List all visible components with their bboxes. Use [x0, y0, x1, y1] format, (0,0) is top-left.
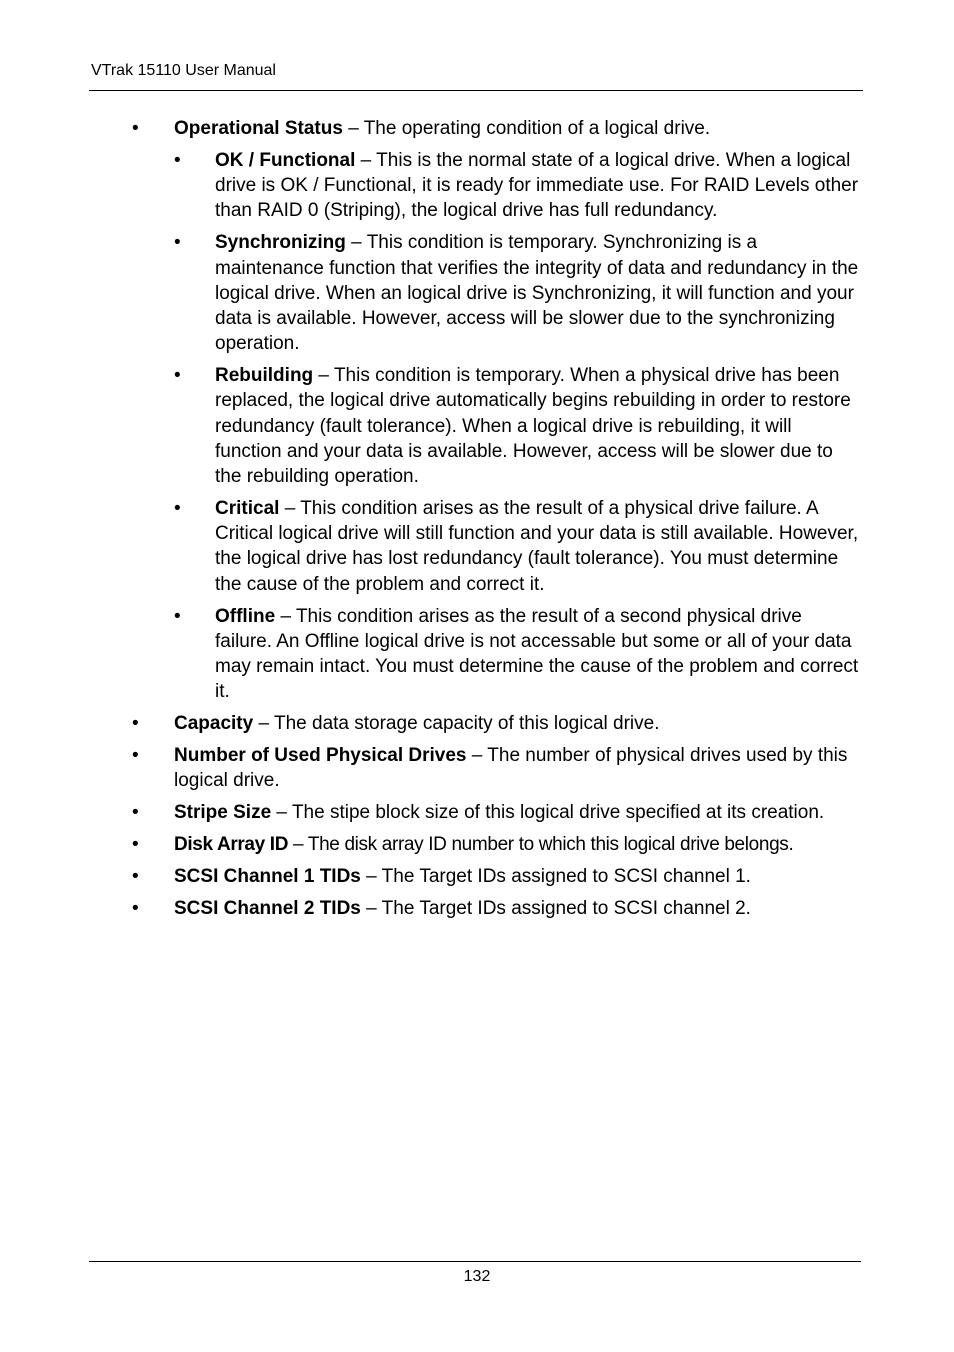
term-label: Capacity	[174, 713, 254, 735]
list-item-scsi-channel-2	[132, 896, 860, 921]
page-number: 132	[463, 1268, 491, 1285]
bullet-icon: •	[174, 150, 181, 171]
sub-item-ok-functional	[174, 148, 860, 224]
term-label: OK / Functional	[215, 150, 356, 171]
term-description: – The data storage capacity of this logical drive.	[253, 713, 660, 735]
footer-divider	[89, 1261, 861, 1262]
list-item-operational-status	[132, 116, 860, 704]
bullet-icon: •	[132, 802, 139, 824]
term-description: – This condition is temporary. Synchronizing is a maintenance function that verifies the integrity of data and redundancy in the logical drive. When an logical drive is Synchronizing, it will function and your data is available. However, access will be slower due to the synchronizing operation.	[215, 232, 859, 355]
term-label: Number of Used Physical Drives	[174, 745, 467, 767]
term-label: Synchronizing	[215, 232, 346, 254]
term-description: – This condition arises as the result of a physical drive failure. A Critical logical drive will still function and your data is still available. However, the logical drive has lost redundancy (fault tolerance). You must determine the cause of the problem and correct it.	[215, 498, 859, 595]
bullet-icon: •	[132, 898, 139, 920]
term-description: – This condition arises as the result of a second physical drive failure. An Offline logical drive is not accessable but some or all of your data may remain intact. You must determine the cause of the problem and correct it.	[215, 605, 859, 703]
term-description: – This is the normal state of a logical drive. When a logical drive is OK / Functional, it is ready for immediate use. For RAID Levels other than RAID 0 (Striping), the logical drive has full redundancy.	[215, 150, 859, 222]
term-label: Disk Array ID	[174, 834, 289, 856]
term-label: Offline	[215, 605, 276, 627]
bullet-icon: •	[174, 498, 181, 520]
term-label: Operational Status	[174, 118, 343, 139]
term-label: Critical	[215, 498, 280, 520]
bullet-icon: •	[174, 232, 181, 254]
bullet-icon: •	[174, 365, 181, 387]
bullet-icon: •	[132, 745, 139, 767]
term-label: Rebuilding	[215, 365, 314, 387]
list-item-stripe-size	[132, 800, 860, 825]
sub-item-offline	[174, 604, 860, 705]
term-description: – This condition is temporary. When a physical drive has been replaced, the logical drive automatically begins rebuilding in order to restore redundancy (fault tolerance). When a logical drive is rebuilding, it will function and your data is available. However, access will be slower due to the rebuilding operation.	[215, 365, 851, 488]
list-item-used-physical-drives	[132, 743, 860, 793]
term-label: Stripe Size	[174, 802, 272, 824]
term-description: – The Target IDs assigned to SCSI channel 2.	[360, 898, 751, 920]
bullet-icon: •	[132, 866, 139, 888]
term-description: – The operating condition of a logical drive.	[342, 118, 711, 139]
term-label: SCSI Channel 2 TIDs	[174, 898, 361, 920]
status-sub-list	[174, 148, 860, 704]
bullet-icon: •	[132, 118, 139, 139]
term-description: – The disk array ID number to which this logical drive belongs.	[288, 834, 794, 856]
term-description: – The number of physical drives used by this logical drive.	[174, 745, 848, 792]
header-title: VTrak 15110 User Manual	[91, 62, 276, 79]
bullet-icon: •	[174, 605, 181, 627]
sub-item-synchronizing	[174, 230, 860, 356]
definition-list	[132, 116, 860, 928]
sub-item-critical	[174, 496, 860, 597]
bullet-icon: •	[132, 834, 139, 856]
list-item-capacity	[132, 711, 860, 736]
term-description: – The stipe block size of this logical drive specified at its creation.	[271, 802, 825, 824]
sub-item-rebuilding	[174, 363, 860, 489]
term-description: – The Target IDs assigned to SCSI channel 1.	[360, 866, 751, 888]
bullet-icon: •	[132, 713, 139, 735]
list-item-disk-array-id	[132, 832, 860, 857]
term-label: SCSI Channel 1 TIDs	[174, 866, 361, 888]
header-divider	[89, 90, 863, 91]
list-item-scsi-channel-1	[132, 864, 860, 889]
